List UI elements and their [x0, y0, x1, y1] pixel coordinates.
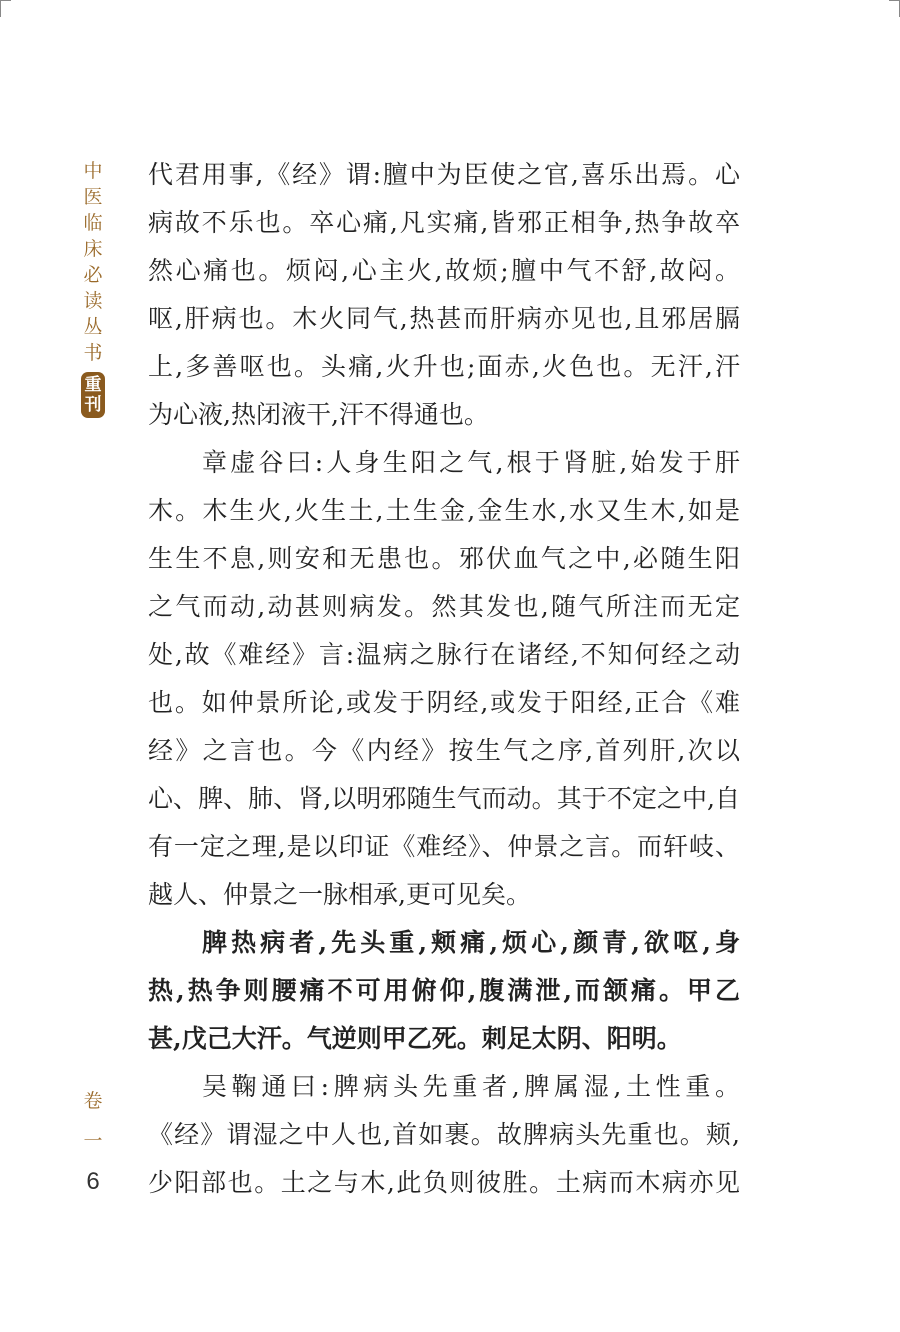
book-series-title — [80, 158, 106, 418]
commentary-paragraph — [148, 440, 740, 920]
text-line: 少阳部也。土之与木,此负则彼胜。土病而木病亦见 — [148, 1168, 740, 1197]
body-text — [148, 152, 740, 1208]
text-line: 吴鞠通曰:脾病头先重者,脾属湿,土性重。 — [202, 1072, 740, 1101]
commentary-paragraph — [148, 1064, 740, 1208]
text-line: 上,多善呕也。头痛,火升也;面赤,火色也。无汗,汗 — [148, 352, 740, 381]
text-line: 章虚谷曰:人身生阳之气,根于肾脏,始发于肝 — [202, 448, 740, 477]
volume-char: 一 — [83, 1130, 103, 1152]
commentary-paragraph — [148, 152, 740, 440]
text-line: 也。如仲景所论,或发于阴经,或发于阳经,正合《难 — [148, 688, 740, 717]
text-line: 《经》谓湿之中人也,首如裹。故脾病头先重也。颊, — [148, 1120, 740, 1149]
page-number: 6 — [86, 1168, 100, 1195]
text-line: 然心痛也。烦闷,心主火,故烦;膻中气不舒,故闷。 — [148, 256, 740, 285]
text-line: 之气而动,动甚则病发。然其发也,随气所注而无定 — [148, 592, 740, 621]
series-char: 医 — [83, 186, 103, 208]
text-line: 脾热病者,先头重,颊痛,烦心,颜青,欲呕,身 — [202, 928, 740, 957]
text-line: 甚,戊己大汗。气逆则甲乙死。刺足太阴、阳明。 — [148, 1024, 682, 1053]
series-char: 读 — [83, 290, 103, 312]
text-line: 为心液,热闭液干,汗不得通也。 — [148, 400, 489, 429]
text-line: 热,热争则腰痛不可用俯仰,腹满泄,而颔痛。甲乙 — [148, 976, 740, 1005]
crop-mark-left — [0, 0, 11, 17]
text-line: 心、脾、肺、肾,以明邪随生气而动。其于不定之中,自 — [148, 784, 740, 813]
text-line: 呕,肝病也。木火同气,热甚而肝病亦见也,且邪居膈 — [148, 304, 740, 333]
text-line: 经》之言也。今《内经》按生气之序,首列肝,次以 — [148, 736, 740, 765]
series-char: 丛 — [83, 316, 103, 338]
text-line: 处,故《难经》言:温病之脉行在诸经,不知何经之动 — [148, 640, 740, 669]
seal-char: 刊 — [84, 395, 102, 415]
series-char: 中 — [83, 160, 103, 182]
series-char: 书 — [83, 342, 103, 364]
volume-char: 卷 — [83, 1090, 103, 1112]
text-line: 木。木生火,火生土,土生金,金生水,水又生木,如是 — [148, 496, 740, 525]
classic-text-paragraph — [148, 920, 740, 1064]
text-line: 有一定之理,是以印证《难经》、仲景之言。而轩岐、 — [148, 832, 740, 861]
seal-char: 重 — [84, 375, 102, 395]
series-char: 必 — [83, 264, 103, 286]
reprint-seal — [81, 372, 105, 418]
text-line: 越人、仲景之一脉相承,更可见矣。 — [148, 880, 531, 909]
series-char: 临 — [83, 212, 103, 234]
text-line: 生生不息,则安和无患也。邪伏血气之中,必随生阳 — [148, 544, 740, 573]
text-line: 病故不乐也。卒心痛,凡实痛,皆邪正相争,热争故卒 — [148, 208, 740, 237]
series-char: 床 — [83, 238, 103, 260]
text-line: 代君用事,《经》谓:膻中为臣使之官,喜乐出焉。心 — [148, 160, 740, 189]
crop-mark-right — [889, 0, 900, 17]
